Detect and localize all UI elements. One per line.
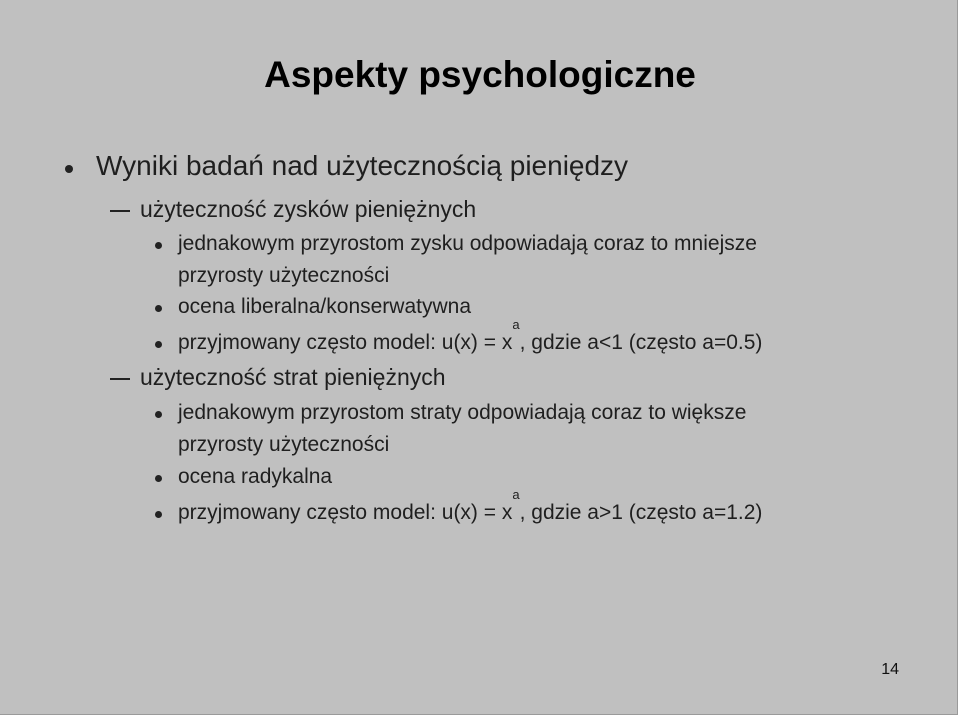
list-item bbox=[178, 487, 763, 529]
list-item-line: jednakowym przyrostom straty odpowiadają coraz to większe bbox=[178, 401, 747, 424]
formula-before: przyjmowany często model: u(x) = x bbox=[178, 331, 513, 354]
formula-text bbox=[178, 487, 763, 529]
dash-icon bbox=[110, 378, 130, 380]
dash-icon bbox=[110, 210, 130, 212]
formula-after: , gdzie a>1 (często a=1.2) bbox=[519, 501, 763, 524]
bullet-icon bbox=[155, 341, 162, 348]
section-heading-gains: użyteczność zysków pieniężnych bbox=[140, 196, 477, 222]
list-item-text: ocena radykalna bbox=[178, 465, 333, 488]
section-heading-losses: użyteczność strat pieniężnych bbox=[140, 364, 446, 390]
formula-text bbox=[178, 317, 763, 359]
formula-after: , gdzie a<1 (często a=0.5) bbox=[519, 331, 763, 354]
bullet-icon bbox=[65, 165, 73, 173]
list-item bbox=[178, 461, 332, 493]
list-item bbox=[178, 317, 763, 359]
formula-before: przyjmowany często model: u(x) = x bbox=[178, 501, 513, 524]
list-item-text: ocena liberalna/konserwatywna bbox=[178, 295, 472, 318]
formula-exponent: a bbox=[512, 487, 520, 502]
list-item bbox=[178, 228, 757, 292]
bullet-icon bbox=[155, 411, 162, 418]
list-item-line: jednakowym przyrostom zysku odpowiadają coraz to mniejsze bbox=[178, 232, 757, 255]
list-item bbox=[178, 397, 746, 461]
list-item bbox=[178, 291, 471, 323]
bullet-icon bbox=[155, 475, 162, 482]
bullet-icon bbox=[155, 511, 162, 518]
bullet-icon bbox=[155, 305, 162, 312]
list-item-line: przyrosty użyteczności bbox=[178, 433, 390, 456]
formula-exponent: a bbox=[512, 317, 520, 332]
list-item-line: przyrosty użyteczności bbox=[178, 264, 390, 287]
bullet-icon bbox=[155, 242, 162, 249]
main-point: Wyniki badań nad użytecznością pieniędzy bbox=[96, 150, 629, 181]
page-number: 14 bbox=[881, 661, 899, 678]
slide-title: Aspekty psychologiczne bbox=[264, 54, 696, 95]
